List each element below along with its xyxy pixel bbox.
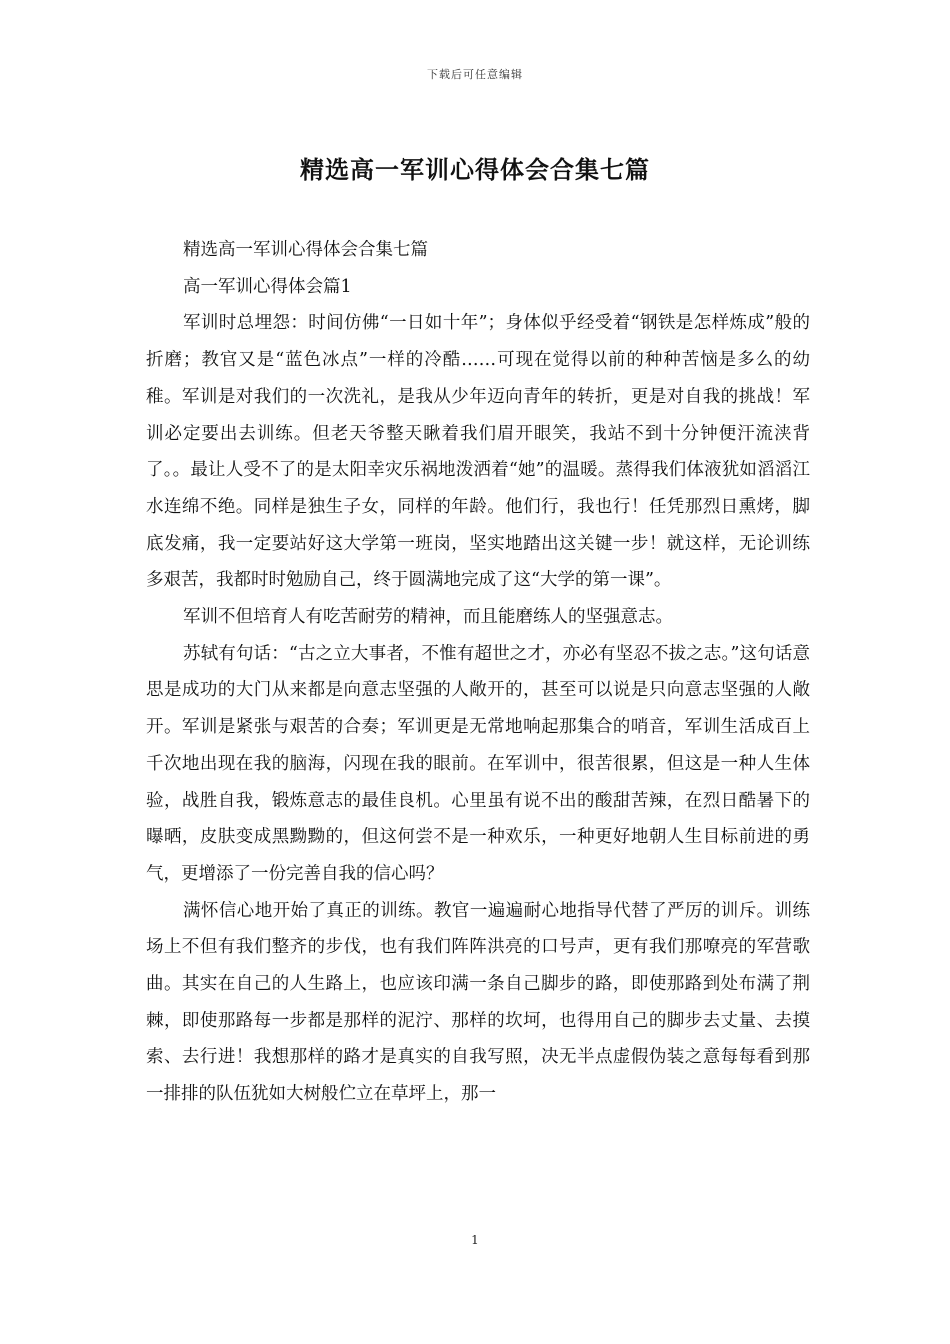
paragraph: 军训不但培育人有吃苦耐劳的精神，而且能磨练人的坚强意志。 (183, 607, 673, 628)
document-body (146, 232, 810, 1113)
paragraph: 军训时总埋怨：时间仿佛“一日如十年”；身体似乎经受着“钢铁是怎样炼成”般的折磨；教官又是“蓝色冰点”一样的冷酷……可现在觉得以前的种种苦恼是多么的幼稚。军训是对我们的一次洗礼，是我从少年迈向青年的转折，更是对自我的挑战！军训必定要出去训练。但老天爷整天瞅着我们眉开眼笑，我站不到十分钟便汗流浃背了。。最让人受不了的是太阳幸灾乐祸地泼洒着“她”的温暖。蒸得我们体液犹如滔滔江水连绵不绝。同样是独生子女，同样的年龄。他们行，我也行！任凭那烈日熏烤，脚底发痛，我一定要站好这大学第一班岗，坚实地踏出这关键一步！就这样，无论训练多艰苦，我都时时勉励自己，终于圆满地完成了这“大学的第一课”。 (146, 313, 810, 591)
paragraph: 苏轼有句话：“古之立大事者，不惟有超世之才，亦必有坚忍不拔之志。”这句话意思是成功的大门从来都是向意志坚强的人敞开的，甚至可以说是只向意志坚强的人敞开。军训是紧张与艰苦的合奏；军训更是无常地响起那集合的哨音，军训生活成百上千次地出现在我的脑海，闪现在我的眼前。在军训中，很苦很累，但这是一种人生体验，战胜自我，锻炼意志的最佳良机。心里虽有说不出的酸甜苦辣，在烈日酷暑下的曝晒，皮肤变成黑黝黝的，但这何尝不是一种欢乐，一种更好地朝人生目标前进的勇气，更增添了一份完善自我的信心吗？ (146, 643, 810, 884)
header-note: 下载后可任意编辑 (427, 68, 523, 81)
paragraph-subtitle: 精选高一军训心得体会合集七篇 (183, 240, 428, 260)
paragraph: 满怀信心地开始了真正的训练。教官一遍遍耐心地指导代替了严厉的训斥。训练场上不但有我们整齐的步伐，也有我们阵阵洪亮的口号声，更有我们那嘹亮的军营歌曲。其实在自己的人生路上，也应该印满一条自己脚步的路，即使那路到处布满了荆棘，即使那路每一步都是那样的泥泞、那样的坎坷，也得用自己的脚步去丈量、去摸索、去行进！我想那样的路才是真实的自我写照，决无半点虚假伪装之意每每看到那一排排的队伍犹如大树般伫立在草坪上，那一 (146, 900, 810, 1105)
paragraph-section-heading: 高一军训心得体会篇1 (183, 276, 352, 297)
page-number: 1 (471, 1233, 479, 1247)
document-title: 精选高一军训心得体会合集七篇 (300, 155, 650, 184)
